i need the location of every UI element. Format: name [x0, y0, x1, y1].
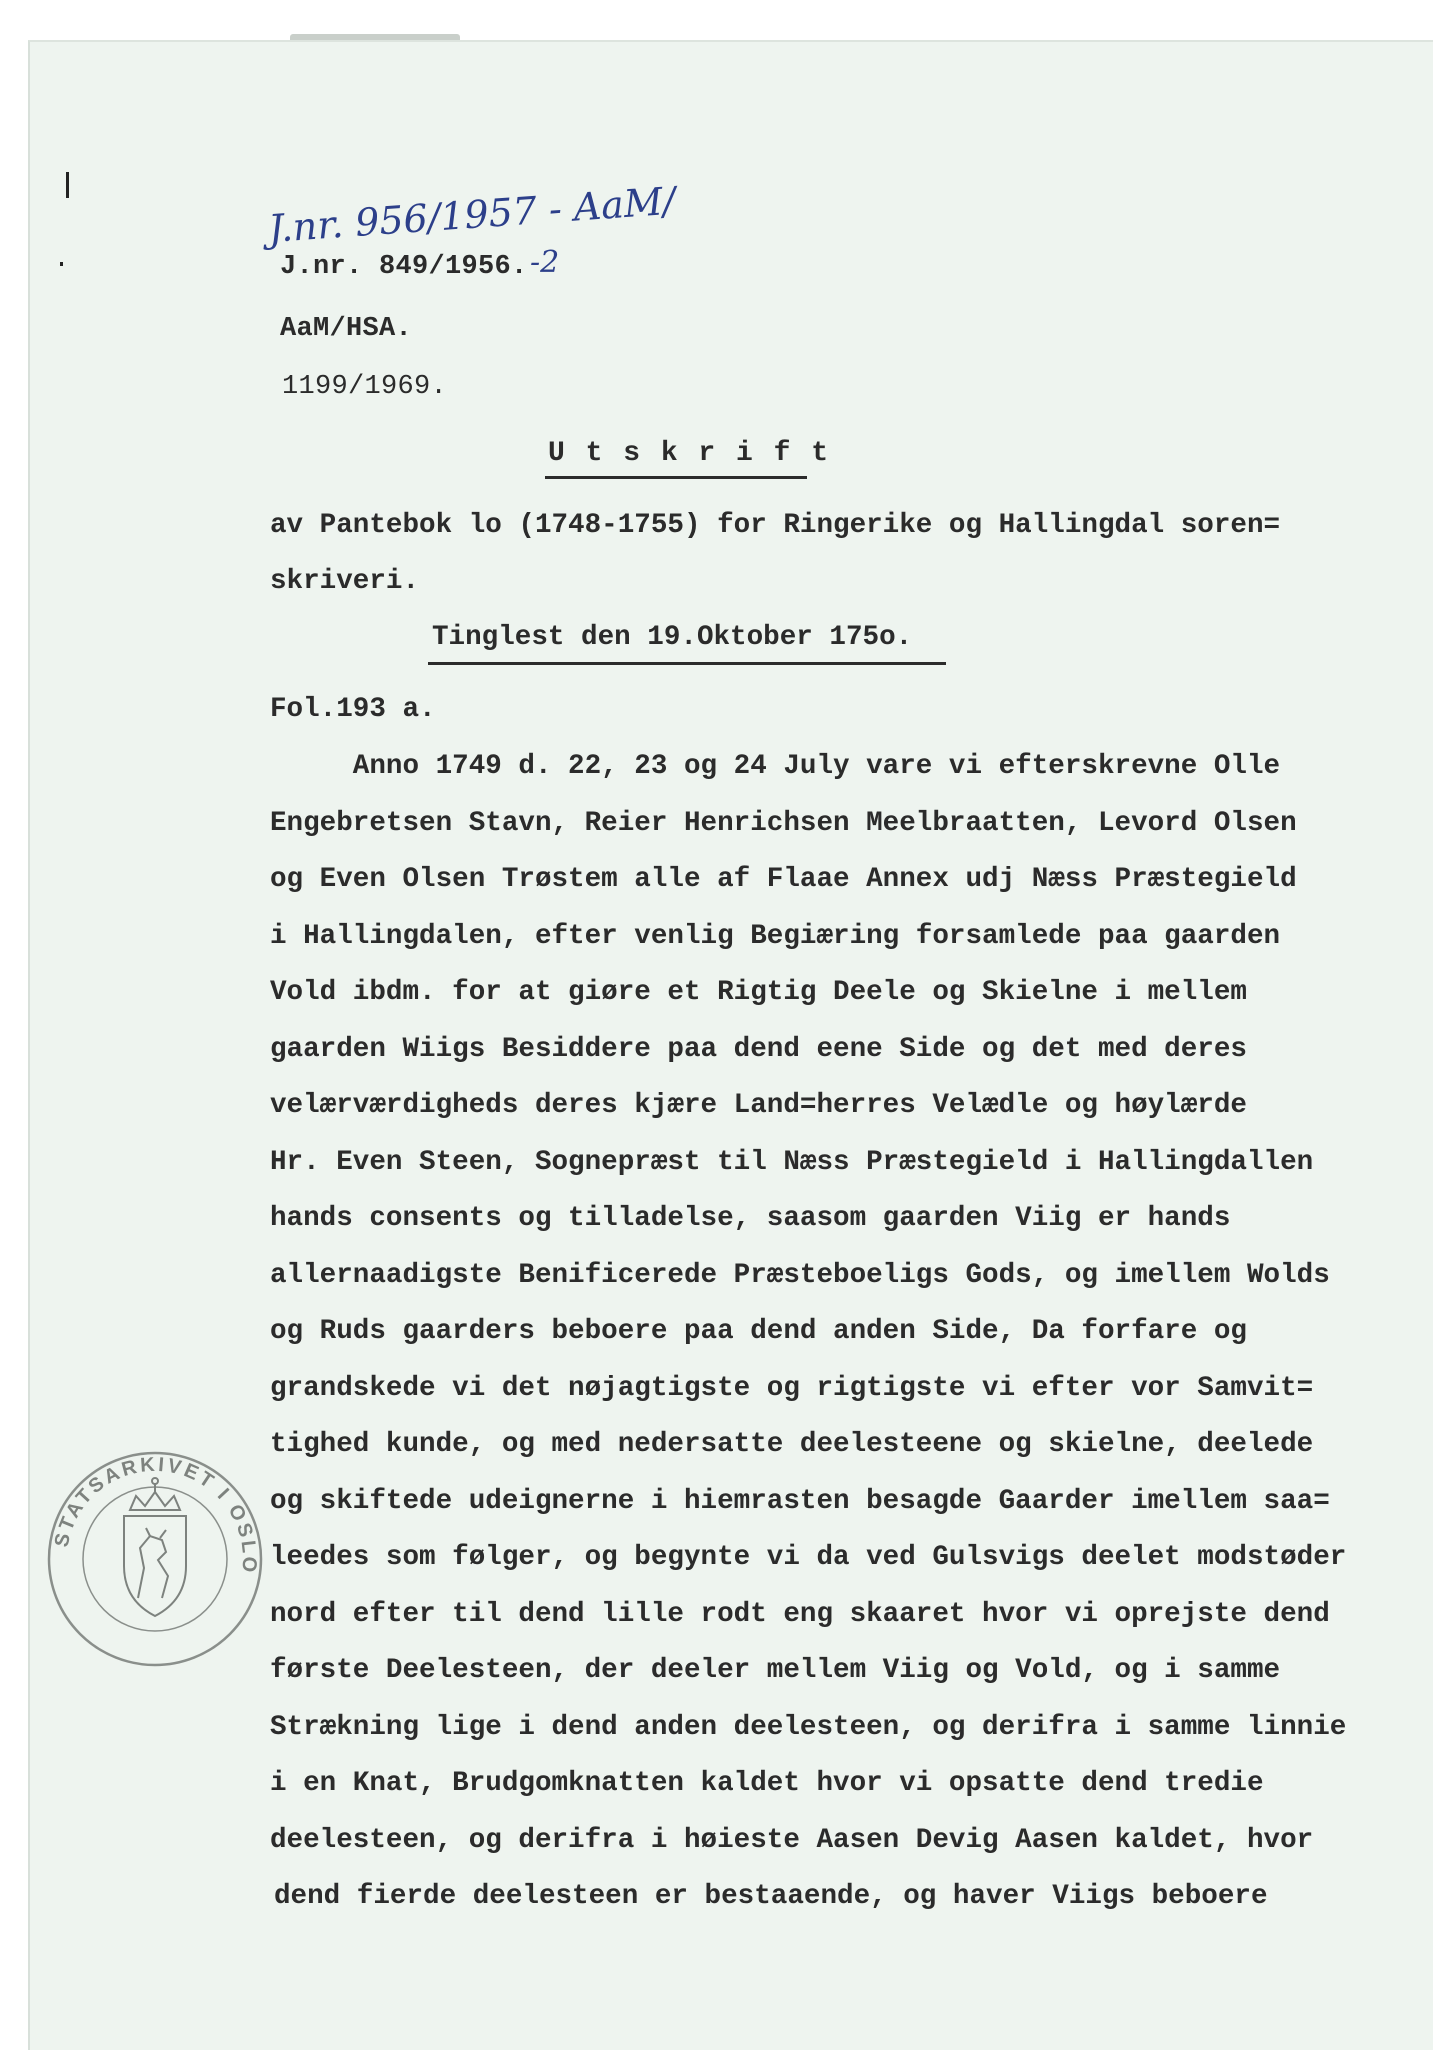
- body-line: og skiftede udeignerne i hiemrasten besagde Gaarder imellem saa=: [270, 1486, 1330, 1517]
- body-line: grandskede vi det nøjagtigste og rigtigste vi efter vor Samvit=: [270, 1373, 1314, 1404]
- margin-tick-mark: [66, 172, 69, 198]
- body-line: velærværdigheds deres kjære Land=herres Velædle og høylærde: [270, 1090, 1247, 1121]
- body-line: hands consents og tilladelse, saasom gaarden Viig er hands: [270, 1203, 1231, 1234]
- body-line: og Even Olsen Trøstem alle af Flaae Annex udj Næss Præstegield: [270, 864, 1297, 895]
- intro-line: av Pantebok lo (1748-1755) for Ringerike og Hallingdal soren=: [270, 510, 1281, 541]
- archive-seal-stamp: [44, 1448, 266, 1670]
- body-line: leedes som følger, og begynte vi da ved Gulsvigs deelet modstøder: [270, 1542, 1347, 1573]
- folio-reference: Fol.193 a.: [270, 694, 436, 725]
- archive-number: 1199/1969.: [282, 372, 448, 402]
- margin-dot-mark: [60, 262, 63, 266]
- body-line: Vold ibdm. for at giøre et Rigtig Deele og Skielne i mellem: [270, 977, 1247, 1008]
- body-line: i Hallingdalen, efter venlig Begiæring forsamlede paa gaarden: [270, 921, 1281, 952]
- body-line: Hr. Even Steen, Sognepræst til Næss Præstegield i Hallingdallen: [270, 1147, 1314, 1178]
- title-underline: [545, 476, 807, 479]
- handwritten-reference: J.nr. 956/1957 - AaM/: [266, 178, 677, 251]
- registered-underline: [428, 662, 946, 665]
- journal-number: J.nr. 849/1956.: [280, 252, 528, 282]
- body-line: Strækning lige i dend anden deelesteen, og derifra i samme linnie: [270, 1712, 1347, 1743]
- registered-heading: Tinglest den 19.Oktober 175o.: [432, 622, 913, 653]
- body-line: nord efter til dend lille rodt eng skaaret hvor vi oprejste dend: [270, 1599, 1330, 1630]
- body-line: Anno 1749 d. 22, 23 og 24 July vare vi efterskrevne Olle: [270, 751, 1281, 782]
- crown-icon: [130, 1478, 180, 1510]
- page-title: U t s k r i f t: [548, 438, 831, 469]
- body-line: deelesteen, og derifra i høieste Aasen Devig Aasen kaldet, hvor: [270, 1825, 1314, 1856]
- body-line: Engebretsen Stavn, Reier Henrichsen Meelbraatten, Levord Olsen: [270, 808, 1297, 839]
- body-line: allernaadigste Benificerede Præsteboeligs Gods, og imellem Wolds: [270, 1260, 1330, 1291]
- svg-text:STATSARKIVET I OSLO: [51, 1454, 261, 1576]
- body-line: gaarden Wiigs Besiddere paa dend eene Side og det med deres: [270, 1034, 1247, 1065]
- journal-suffix-handwritten: -2: [530, 245, 560, 280]
- initials: AaM/HSA.: [280, 314, 413, 344]
- body-line: dend fierde deelesteen er bestaaende, og haver Viigs beboere: [274, 1881, 1268, 1912]
- intro-line: skriveri.: [270, 566, 420, 597]
- body-line: og Ruds gaarders beboere paa dend anden Side, Da forfare og: [270, 1316, 1247, 1347]
- body-line: i en Knat, Brudgomknatten kaldet hvor vi opsatte dend tredie: [270, 1768, 1264, 1799]
- body-line: tighed kunde, og med nedersatte deelesteene og skielne, deelede: [270, 1429, 1314, 1460]
- body-line: første Deelesteen, der deeler mellem Viig og Vold, og i samme: [270, 1655, 1281, 1686]
- lion-shield-icon: [124, 1516, 186, 1616]
- seal-text: STATSARKIVET I OSLO: [50, 1453, 261, 1576]
